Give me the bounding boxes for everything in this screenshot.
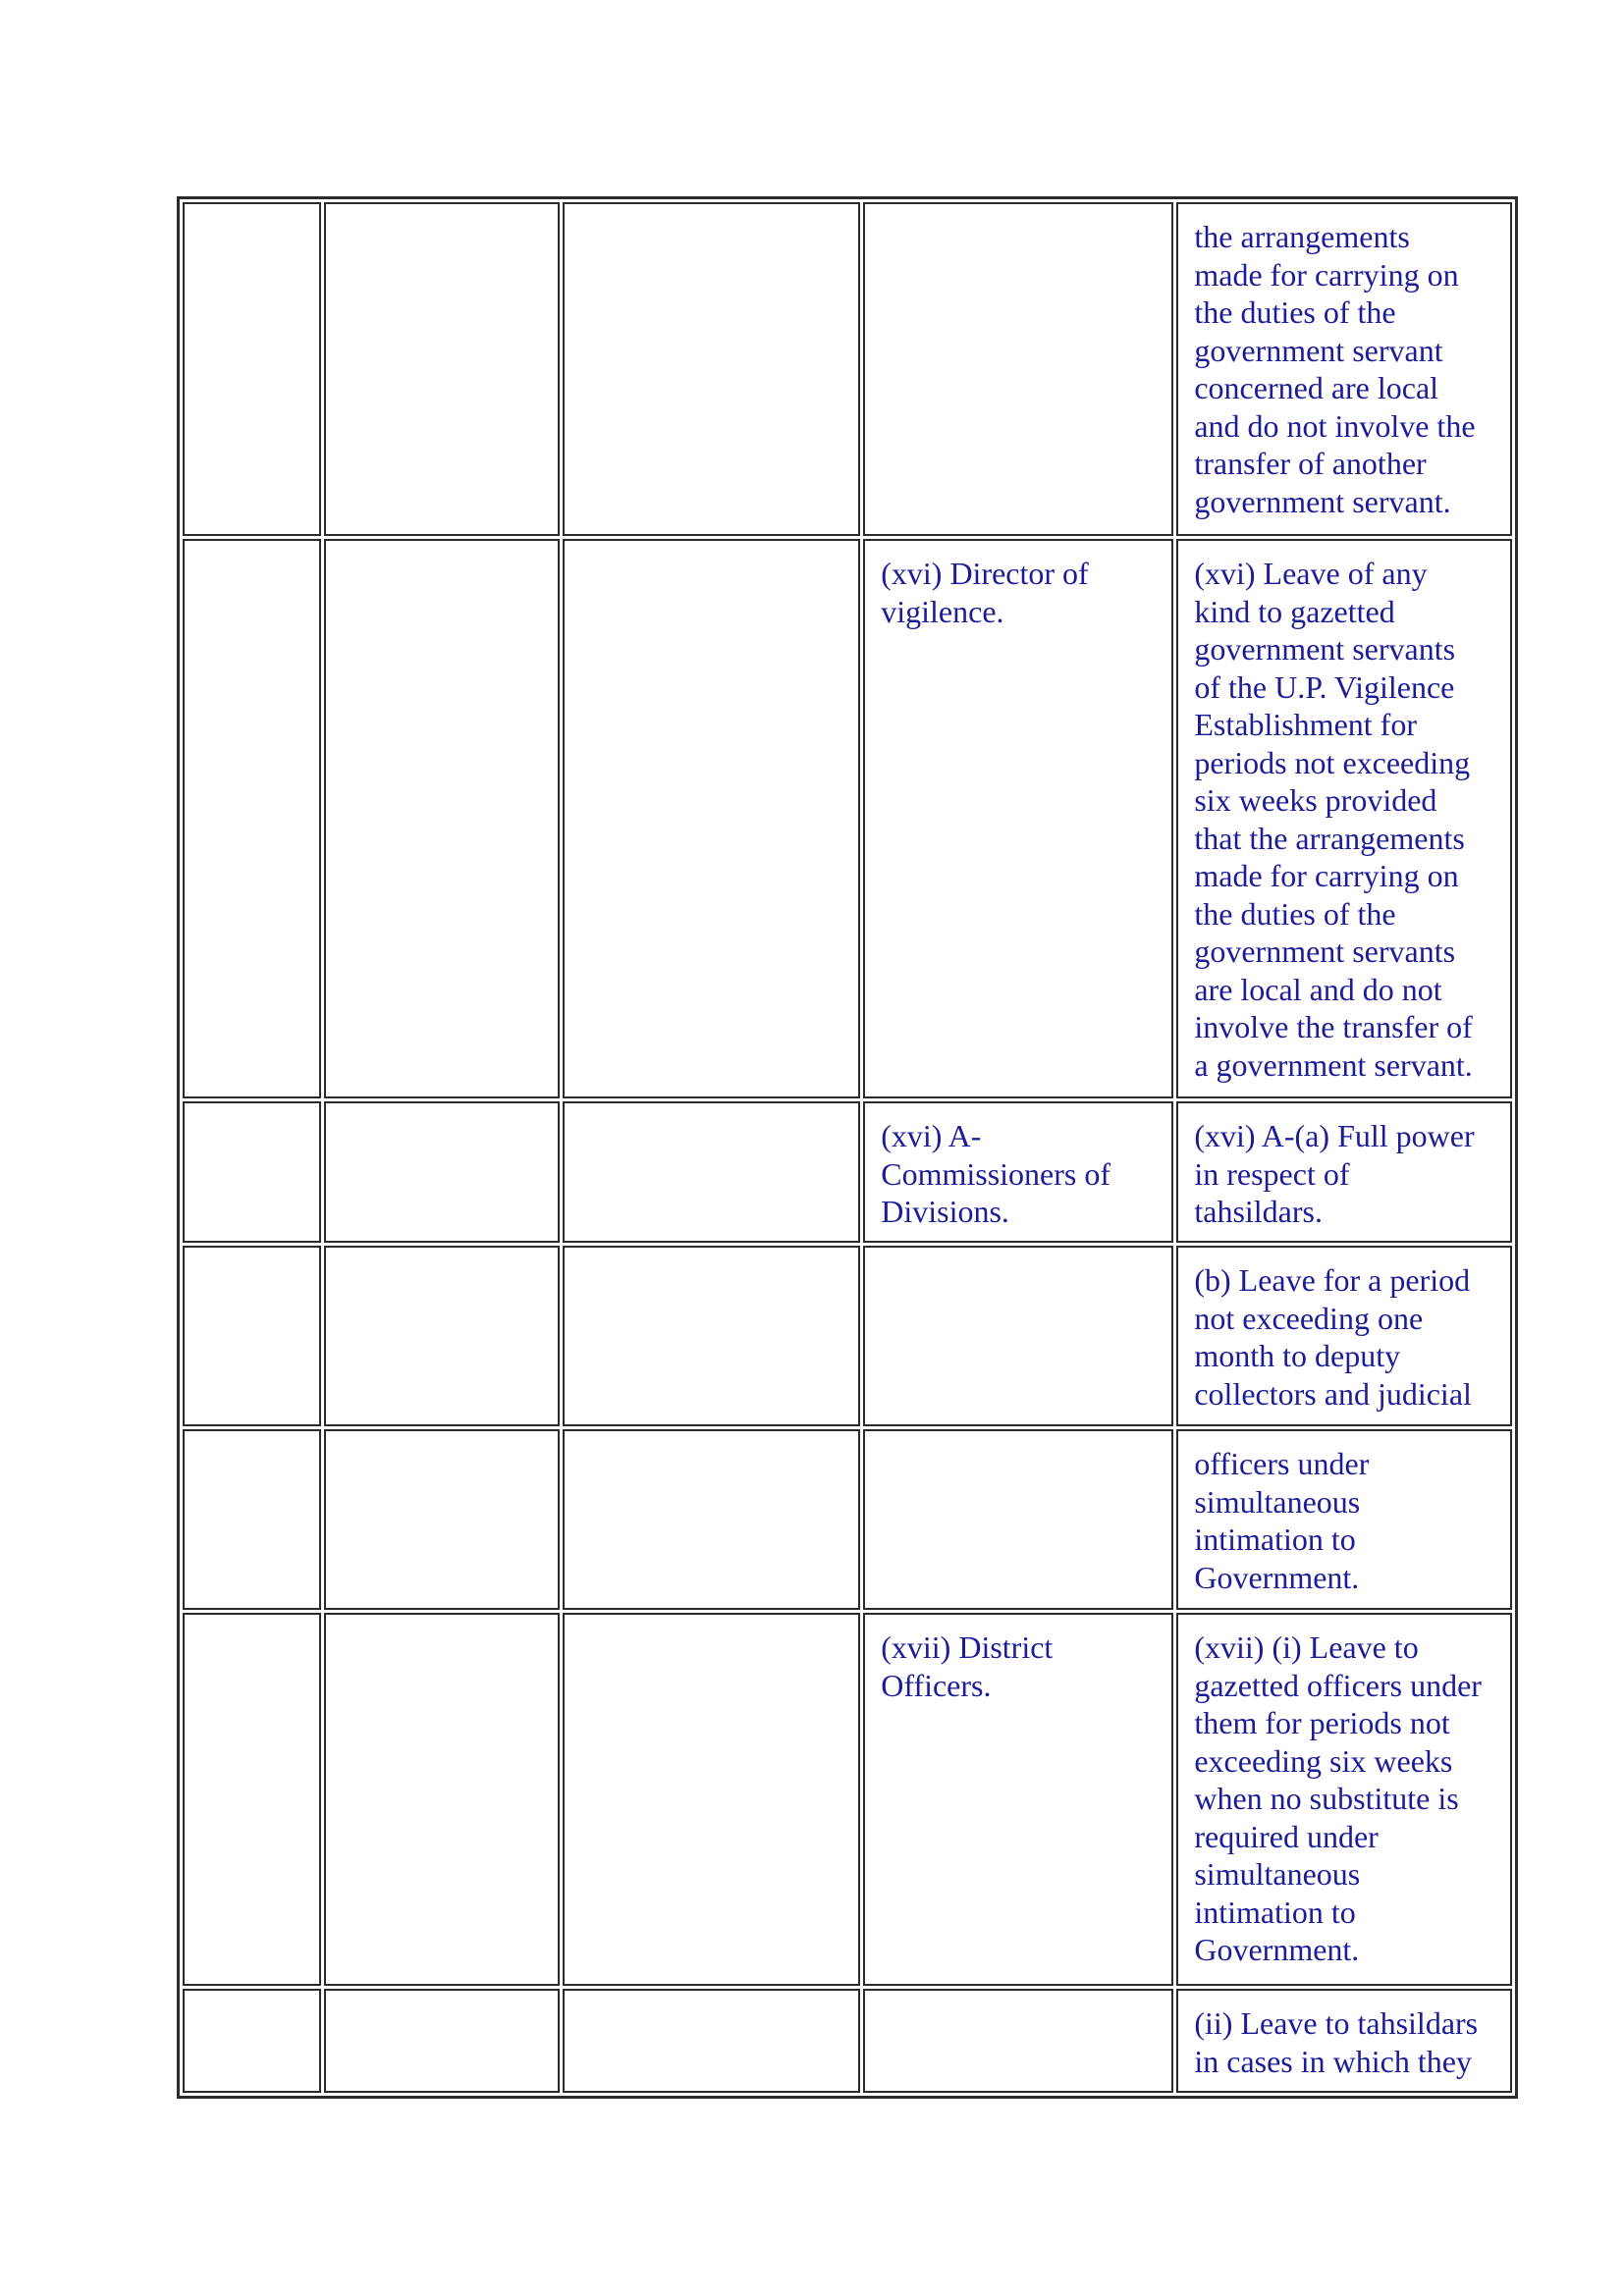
table-cell-authority	[863, 1613, 1173, 1986]
table-cell-col2	[324, 539, 561, 1098]
authority-text: (xvi) A- Commissioners of Divisions.	[881, 1118, 1111, 1229]
table-cell-col3	[563, 539, 860, 1098]
powers-text: (ii) Leave to tahsildars in cases in which they	[1194, 2005, 1479, 2079]
powers-text: (b) Leave for a period not exceeding one month to deputy collectors and judicial	[1194, 1262, 1472, 1412]
table-cell-col1	[183, 1989, 321, 2093]
powers-text: the arrangements made for carrying on the duties of the government servant concerned are local and do not involve the transfer of another government servant.	[1194, 219, 1476, 519]
powers-text: (xvi) A-(a) Full power in respect of tahsildars.	[1194, 1118, 1475, 1229]
table-cell-col2	[324, 1613, 561, 1986]
powers-text: officers under simultaneous intimation to Government.	[1194, 1446, 1370, 1595]
delegation-table	[177, 196, 1518, 2099]
table-cell-col3	[563, 1989, 860, 2093]
table-row	[183, 202, 1512, 536]
table-cell-authority	[863, 1429, 1173, 1610]
table-cell-powers	[1176, 1613, 1512, 1986]
table-cell-authority	[863, 539, 1173, 1098]
table-cell-col1	[183, 1101, 321, 1243]
table-cell-col3	[563, 1613, 860, 1986]
powers-text: (xvi) Leave of any kind to gazetted government servants of the U.P. Vigilence Establishment for periods not exceeding six weeks provided that the arrangements made for carrying on the duties of the government servants are local and do not involve the transfer of a government servant.	[1194, 556, 1473, 1083]
table-cell-col3	[563, 1246, 860, 1426]
table-cell-col2	[324, 1429, 561, 1610]
table-row	[183, 1429, 1512, 1610]
table-cell-col1	[183, 1246, 321, 1426]
table-cell-col3	[563, 202, 860, 536]
table-cell-powers	[1176, 1989, 1512, 2093]
table-cell-col1	[183, 1613, 321, 1986]
table-cell-col2	[324, 1989, 561, 2093]
table-row	[183, 1246, 1512, 1426]
table-row	[183, 1989, 1512, 2093]
table-cell-col3	[563, 1429, 860, 1610]
table-row	[183, 1613, 1512, 1986]
table-cell-col1	[183, 539, 321, 1098]
table-cell-authority	[863, 1101, 1173, 1243]
table-cell-powers	[1176, 1101, 1512, 1243]
table-cell-authority	[863, 1246, 1173, 1426]
powers-text: (xvii) (i) Leave to gazetted officers under them for periods not exceeding six weeks when no substitute is required under simultaneous intimation to Government.	[1194, 1629, 1482, 1967]
table-row	[183, 1101, 1512, 1243]
table-cell-authority	[863, 202, 1173, 536]
table-cell-authority	[863, 1989, 1173, 2093]
table-cell-col2	[324, 1246, 561, 1426]
table-cell-col2	[324, 1101, 561, 1243]
table-cell-powers	[1176, 1429, 1512, 1610]
table-row	[183, 539, 1512, 1098]
table-cell-powers	[1176, 202, 1512, 536]
table-cell-col1	[183, 202, 321, 536]
table-cell-col1	[183, 1429, 321, 1610]
table-cell-col2	[324, 202, 561, 536]
table-cell-col3	[563, 1101, 860, 1243]
authority-text: (xvi) Director of vigilence.	[881, 556, 1089, 629]
authority-text: (xvii) District Officers.	[881, 1629, 1054, 1703]
table-cell-powers	[1176, 1246, 1512, 1426]
table-cell-powers	[1176, 539, 1512, 1098]
